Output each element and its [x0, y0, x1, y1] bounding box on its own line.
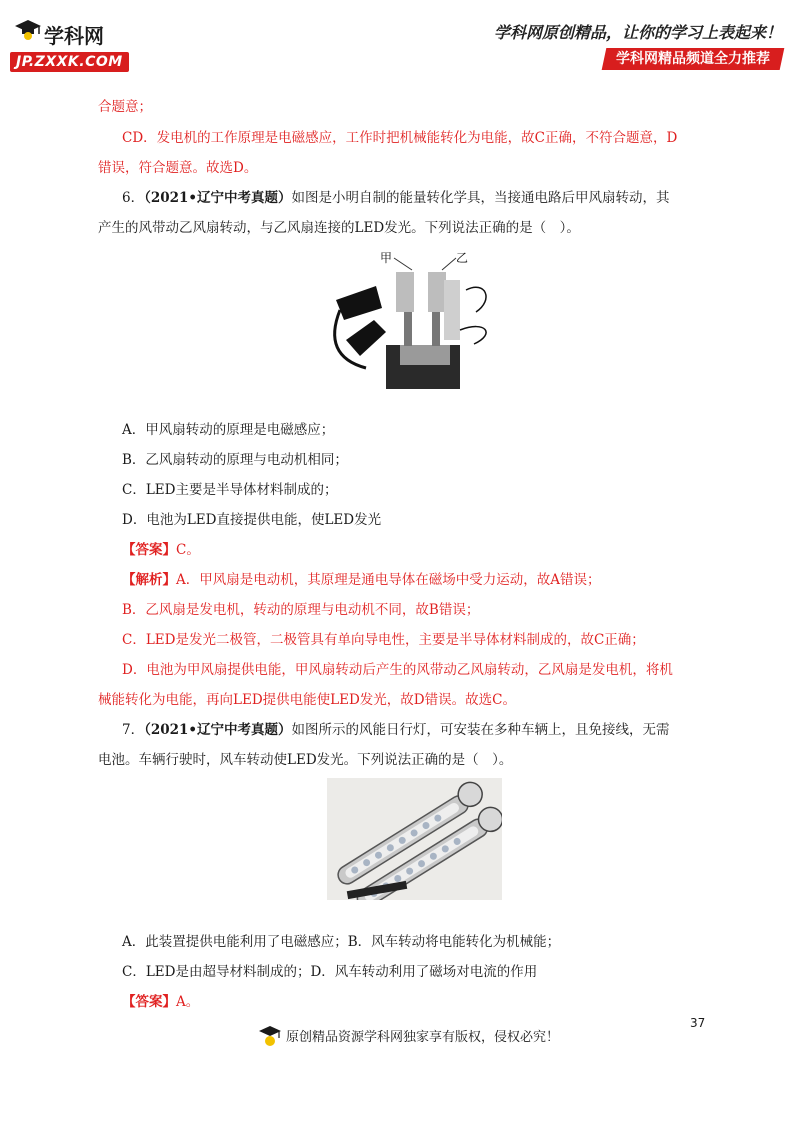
- question-text: 产生的风带动乙风扇转动，与乙风扇连接的LED发光。下列说法正确的是（ ）。: [98, 220, 580, 236]
- answer-line: [122, 992, 199, 1012]
- header-banner-text: 学科网精品频道全力推荐: [616, 51, 770, 67]
- explanation-line: [122, 570, 601, 590]
- text-line: CD．发电机的工作原理是电磁感应，工作时把机械能转化为电能，故C正确，不符合题意，D: [122, 130, 678, 146]
- copyright-notice: 原创精品资源学科网独家享有版权，侵权必究！: [286, 1030, 560, 1045]
- question-source-tag: （2021•辽宁中考真题）: [144, 722, 292, 738]
- explanation-tag: 【解析】: [122, 572, 176, 588]
- explanation-text: A．甲风扇是电动机，其原理是通电导体在磁场中受力运动，故A错误；: [176, 572, 601, 588]
- option-d: D．电池为LED直接提供电能，使LED发光: [122, 512, 382, 528]
- question-text: 电池。车辆行驶时，风车转动使LED发光。下列说法正确的是（ ）。: [98, 752, 513, 768]
- header-banner: [602, 48, 785, 70]
- fan-apparatus-figure: [326, 250, 496, 396]
- logo-text: 学科网: [44, 24, 104, 48]
- question-6-stem: [122, 188, 670, 208]
- option-c: C．LED主要是半导体材料制成的；: [122, 482, 338, 498]
- question-number: 6．: [122, 190, 145, 206]
- mortarboard-logo-icon: [14, 18, 42, 40]
- answer-tag: 【答案】: [122, 994, 176, 1010]
- option-a: A．甲风扇转动的原理是电磁感应；: [122, 422, 335, 438]
- question-text: 如图是小明自制的能量转化学具，当接通电路后甲风扇转动，其: [291, 190, 670, 206]
- logo-url-badge[interactable]: JP.ZXXK.COM: [10, 52, 129, 72]
- question-number: 7．: [122, 722, 145, 738]
- question-text: 如图所示的风能日行灯，可安装在多种车辆上，且免接线，无需: [291, 722, 670, 738]
- figure-label-jia: 甲: [380, 251, 393, 265]
- option-b: B．乙风扇转动的原理与电动机相同；: [122, 452, 348, 468]
- answer-value: A。: [176, 994, 200, 1010]
- figure-label-yi: 乙: [456, 251, 469, 265]
- answer-value: C。: [176, 542, 200, 558]
- page-number: 37: [690, 1016, 706, 1030]
- options-cd: C．LED是由超导材料制成的；D．风车转动利用了磁场对电流的作用: [122, 964, 538, 980]
- explanation-line: C．LED是发光二极管，二极管具有单向导电性，主要是半导体材料制成的，故C正确；: [122, 632, 645, 648]
- answer-tag: 【答案】: [122, 542, 176, 558]
- explanation-line: 械能转化为电能，再向LED提供电能使LED发光，故D错误。故选C。: [98, 692, 516, 708]
- header-slogan: 学科网原创精品，让你的学习上表起来！: [493, 23, 782, 42]
- answer-line: [122, 540, 200, 560]
- text-line: 合题意；: [98, 99, 152, 115]
- mortarboard-footer-icon: [258, 1024, 282, 1048]
- question-source-tag: （2021•辽宁中考真题）: [144, 190, 292, 206]
- question-7-stem: [122, 720, 670, 740]
- options-ab: A．此装置提供电能利用了电磁感应；B．风车转动将电能转化为机械能；: [122, 934, 561, 950]
- explanation-line: B．乙风扇是发电机，转动的原理与电动机不同，故B错误；: [122, 602, 480, 618]
- explanation-line: D．电池为甲风扇提供电能，甲风扇转动后产生的风带动乙风扇转动，乙风扇是发电机，将机: [122, 662, 673, 678]
- text-line: 错误，符合题意。故选D。: [98, 160, 258, 176]
- wind-daytime-light-figure: [327, 778, 502, 900]
